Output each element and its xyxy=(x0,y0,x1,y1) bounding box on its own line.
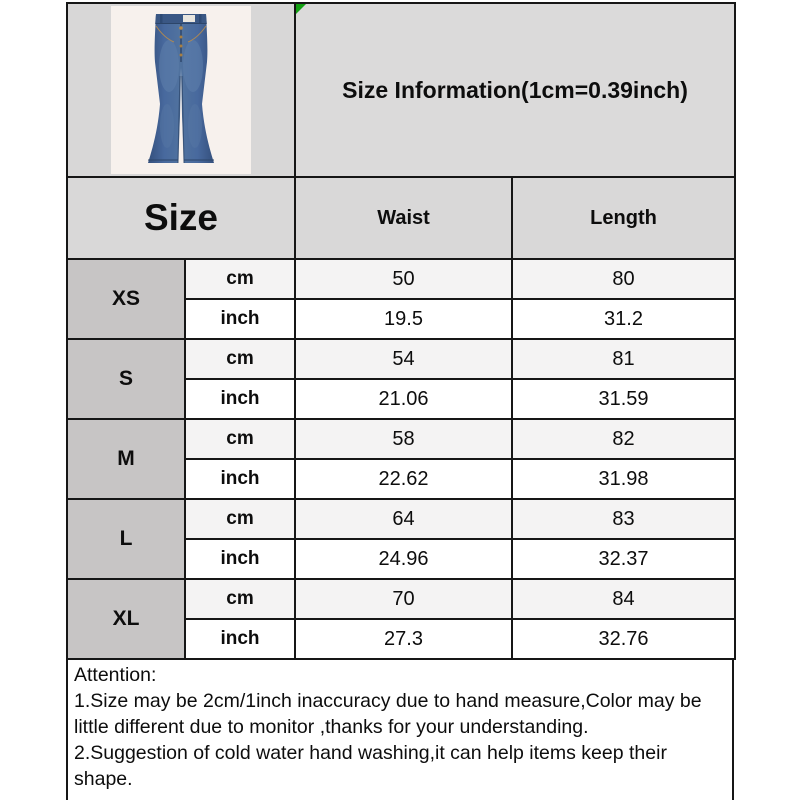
length-cm-value: 84 xyxy=(512,579,735,619)
page-title: Size Information(1cm=0.39inch) xyxy=(342,76,688,103)
unit-cell: inch xyxy=(185,299,295,339)
size-table xyxy=(66,2,736,660)
attention-note-box xyxy=(66,658,734,800)
length-cm-value: 83 xyxy=(512,499,735,539)
column-header-size: Size xyxy=(67,177,295,259)
table-row xyxy=(67,339,735,379)
waist-inch-value: 27.3 xyxy=(295,619,512,659)
table-row xyxy=(67,259,735,299)
waist-inch-value: 19.5 xyxy=(295,299,512,339)
waist-cm-value: 54 xyxy=(295,339,512,379)
unit-cell: cm xyxy=(185,419,295,459)
unit-cell: inch xyxy=(185,459,295,499)
waist-inch-value: 21.06 xyxy=(295,379,512,419)
unit-cell: cm xyxy=(185,339,295,379)
length-cm-value: 82 xyxy=(512,419,735,459)
jeans-image xyxy=(111,6,251,174)
size-chart-sheet xyxy=(66,2,734,800)
size-label-m: M xyxy=(67,419,185,499)
length-cm-value: 80 xyxy=(512,259,735,299)
waist-cm-value: 50 xyxy=(295,259,512,299)
size-label-s: S xyxy=(67,339,185,419)
unit-cell: cm xyxy=(185,579,295,619)
waist-inch-value: 24.96 xyxy=(295,539,512,579)
length-inch-value: 32.37 xyxy=(512,539,735,579)
waist-cm-value: 64 xyxy=(295,499,512,539)
length-inch-value: 32.76 xyxy=(512,619,735,659)
table-row xyxy=(67,579,735,619)
waist-cm-value: 70 xyxy=(295,579,512,619)
unit-cell: inch xyxy=(185,539,295,579)
attention-heading: Attention: xyxy=(74,664,157,686)
unit-cell: inch xyxy=(185,619,295,659)
length-inch-value: 31.59 xyxy=(512,379,735,419)
attention-line-1: 1.Size may be 2cm/1inch inaccuracy due to hand measure,Color may be little different due to monitor ,thanks for your understanding. xyxy=(74,689,702,738)
length-cm-value: 81 xyxy=(512,339,735,379)
table-row xyxy=(67,419,735,459)
unit-cell: cm xyxy=(185,259,295,299)
waist-inch-value: 22.62 xyxy=(295,459,512,499)
column-header-waist: Waist xyxy=(295,177,512,259)
table-row xyxy=(67,499,735,539)
waist-cm-value: 58 xyxy=(295,419,512,459)
size-label-xs: XS xyxy=(67,259,185,339)
product-image-cell xyxy=(67,3,295,177)
green-corner-marker-icon xyxy=(296,4,306,14)
column-header-length: Length xyxy=(512,177,735,259)
unit-cell: cm xyxy=(185,499,295,539)
size-information-header-cell xyxy=(295,3,735,177)
unit-cell: inch xyxy=(185,379,295,419)
attention-line-2: 2.Suggestion of cold water hand washing,it can help items keep their shape. xyxy=(74,741,667,790)
size-label-xl: XL xyxy=(67,579,185,659)
product-photo xyxy=(111,6,251,174)
size-label-l: L xyxy=(67,499,185,579)
length-inch-value: 31.98 xyxy=(512,459,735,499)
length-inch-value: 31.2 xyxy=(512,299,735,339)
